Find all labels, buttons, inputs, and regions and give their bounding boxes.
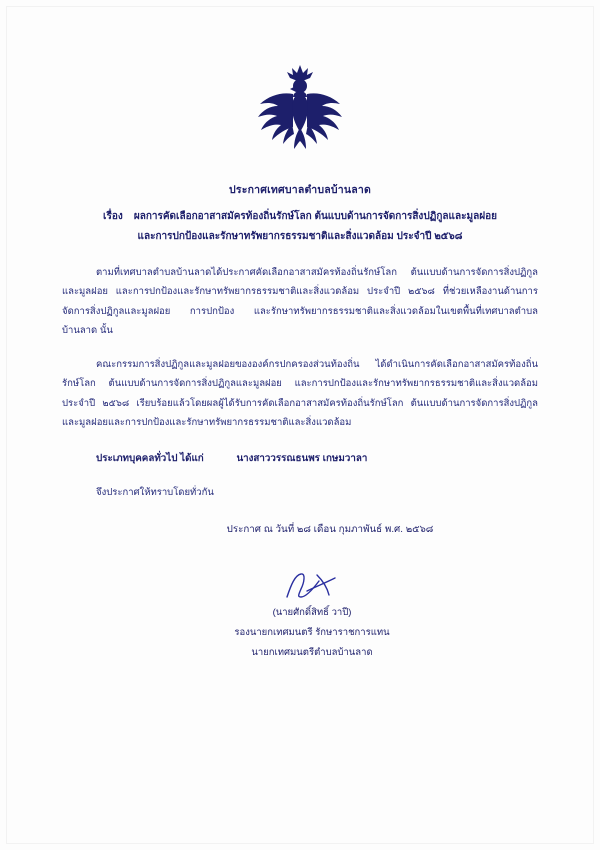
winner-category-label: ประเภทบุคคลทั่วไป ได้แก่ — [96, 452, 204, 464]
signer-name: (นายศักดิ์สิทธิ์ วาปี) — [272, 607, 352, 619]
subject-line-2: และการปกป้องและรักษาทรัพยากรธรรมชาติและสิ่งแวดล้อม ประจำปี ๒๕๖๘ — [137, 231, 463, 242]
notice-line: จึงประกาศให้ทราบโดยทั่วกัน — [96, 486, 214, 498]
paragraph-1: ตามที่เทศบาลตำบลบ้านลาดได้ประกาศคัดเลือกอาสาสมัครท้องถิ่นรักษ์โลก ต้นแบบด้านการจัดการสิ่งปฏิกูลและมูลฝอย และการปกป้องและรักษาทรัพยากรธรรมชาติและสิ่งแวดล้อม ประจำปี ๒๕๖๘ ที่ช่วยเหลืองานด้านการจัดการสิ่งปฏิกูลและมูลฝอย การปกป้อง และรักษาทรัพยากรธรรมชาติและสิ่งแวดล้อมในเขตพื้นที่เทศบาลตำบลบ้านลาด นั้น — [62, 267, 538, 337]
garuda-emblem — [0, 0, 600, 154]
announcement-date: ประกาศ ณ วันที่ ๒๘ เดือน กุมภาพันธ์ พ.ศ. ๒๕๖๘ — [226, 524, 434, 536]
signer-role-line-1: รองนายกเทศมนตรี รักษาราชการแทน — [234, 627, 390, 639]
subject-label: เรื่อง — [103, 211, 123, 222]
subject-line-1: ผลการคัดเลือกอาสาสมัครท้องถิ่นรักษ์โลก ต้นแบบด้านการจัดการสิ่งปฏิกูลและมูลฝอย — [133, 211, 497, 222]
subject-first-row — [62, 207, 538, 227]
document-title — [62, 180, 538, 201]
document-body — [0, 180, 600, 663]
signature-block — [62, 573, 538, 663]
page-title: ประกาศเทศบาลตำบลบ้านลาด — [229, 184, 371, 196]
handwritten-signature — [86, 573, 538, 603]
document-subject — [62, 207, 538, 247]
winner-row — [62, 449, 538, 468]
winner-name: นางสาววรรณธนพร เกษมวาลา — [236, 452, 368, 464]
signer-role-line-2: นายกเทศมนตรีตำบลบ้านลาด — [251, 647, 373, 659]
paragraph-2: คณะกรรมการสิ่งปฏิกูลและมูลฝอยขององค์กรปกครองส่วนท้องถิ่น ได้ดำเนินการคัดเลือกอาสาสมัครท้องถิ่นรักษ์โลก ต้นแบบด้านการจัดการสิ่งปฏิกูลและมูลฝอย และการปกป้องและรักษาทรัพยากรธรรมชาติและสิ่งแวดล้อม ประจำปี ๒๕๖๘ เรียบร้อยแล้วโดยผลผู้ได้รับการคัดเลือกอาสาสมัครท้องถิ่นรักษ์โลก ต้นแบบด้านการจัดการสิ่งปฏิกูลและมูลฝอยและการปกป้องและรักษาทรัพยากรธรรมชาติและสิ่งแวดล้อม — [62, 358, 538, 429]
